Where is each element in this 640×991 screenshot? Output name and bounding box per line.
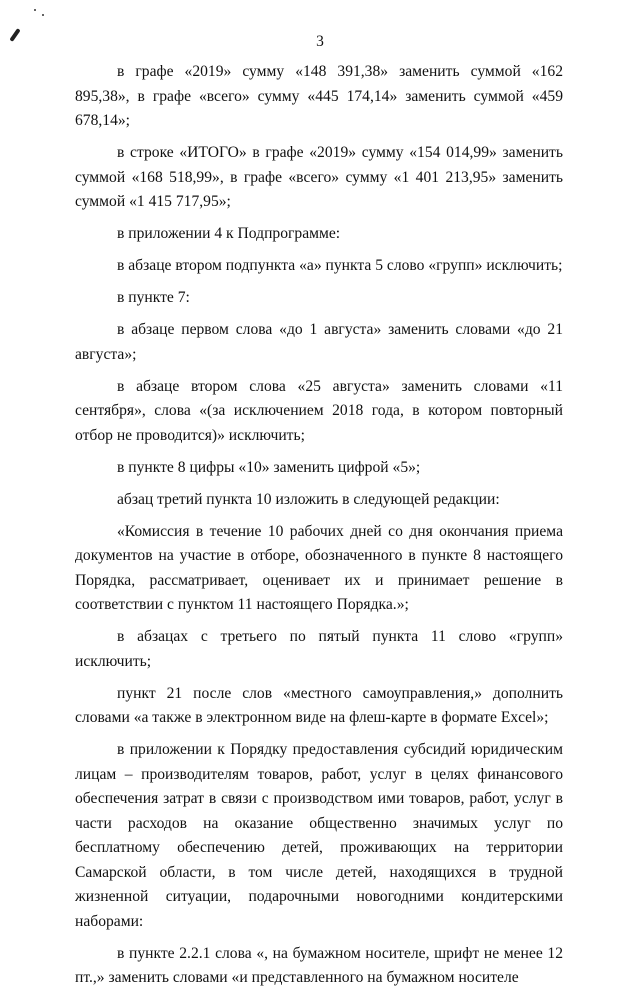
paragraph: в абзаце втором подпункта «а» пункта 5 слово «групп» исключить;: [117, 257, 563, 274]
scan-speck-mark: [34, 9, 36, 11]
paragraph: абзац третий пункта 10 изложить в следующей редакции:: [117, 490, 500, 508]
scan-speck-mark: [42, 14, 44, 16]
paragraph: в пункте 7:: [117, 289, 190, 306]
paragraph: в абзаце первом слова «до 1 августа» заменить словами «до 21 августа»;: [75, 321, 563, 363]
quoted-paragraph: «Комиссия в течение 10 рабочих дней со дня окончания приема документов на участие в отборе, обозначенного в пункте 8 настоящего Порядка, рассматривает, оценивает их и принимает решение в соответствии с пунктом 11 настоящего Порядка.»;: [75, 522, 563, 613]
paragraph: пункт 21 после слов «местного самоуправления,» дополнить словами «а также в электронном виде на флеш-карте в формате Excel»;: [75, 684, 563, 726]
page-number: 3: [316, 33, 324, 50]
paragraph: в строке «ИТОГО» в графе «2019» сумму «154 014,99» заменить суммой «168 518,99», в графе «всего» сумму «1 401 213,95» заменить суммой «1 415 717,95»;: [75, 144, 563, 210]
paragraph: в приложении 4 к Подпрограмме:: [117, 225, 341, 242]
paragraph: в абзацах с третьего по пятый пункта 11 слово «групп» исключить;: [75, 628, 563, 670]
paragraph: в пункте 2.2.1 слова «, на бумажном носителе, шрифт не менее 12 пт.,» заменить словами «и представленного на бумажном носителе: [75, 944, 563, 986]
paragraph: в абзаце втором слова «25 августа» заменить словами «11 сентября», слова «(за исключением 2018 года, в котором повторный отбор не проводится)» исключить;: [75, 377, 563, 444]
paragraph: в приложении к Порядку предоставления субсидий юридическим лицам – производителям товаров, работ, услуг в целях финансового обеспечения затрат в связи с производством ими товаров, работ, услуг в части расходов на оказание общественно значимых услуг по бесплатному обеспечению детей, проживающих на территории Самарской области, в том числе детей, находящихся в трудной жизненной ситуации, подарочными новогодними кондитерскими наборами:: [75, 741, 563, 930]
paragraph: в графе «2019» сумму «148 391,38» заменить суммой «162 895,38», в графе «всего» сумму «445 174,14» заменить суммой «459 678,14»;: [75, 63, 563, 129]
document-body: [75, 60, 563, 991]
paragraph: в пункте 8 цифры «10» заменить цифрой «5»;: [117, 458, 421, 476]
